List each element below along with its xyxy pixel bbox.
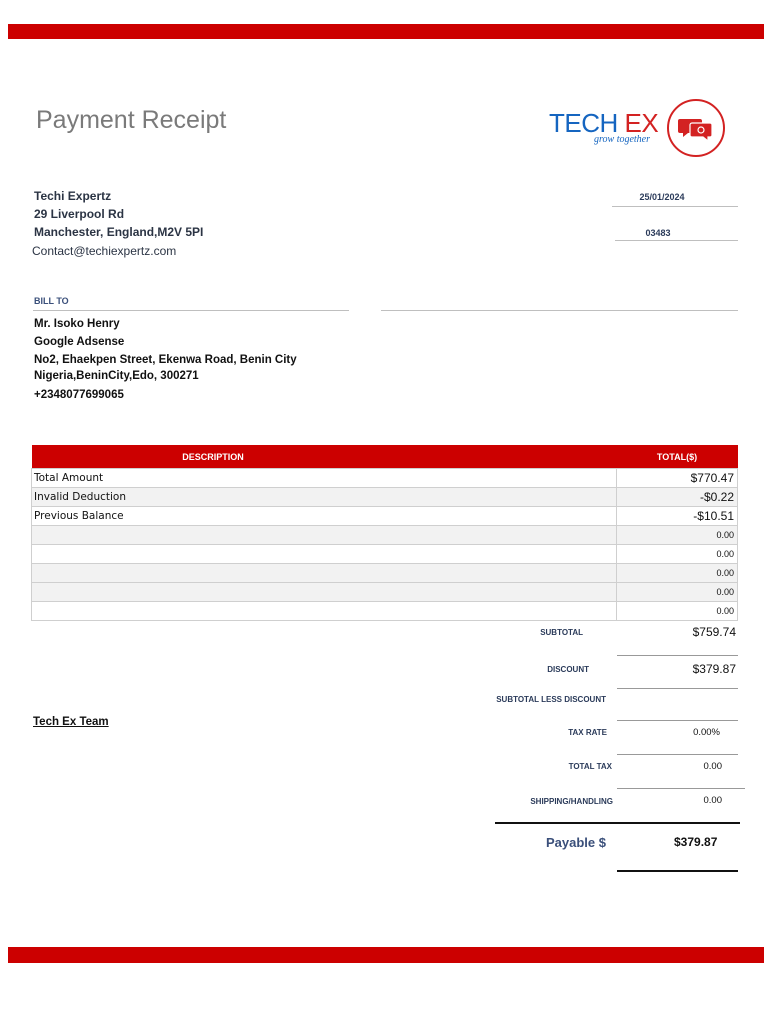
- row-amount: -$10.51: [617, 507, 738, 526]
- chat-bubbles-icon: [667, 99, 725, 157]
- table-row: [32, 488, 738, 507]
- row-description: [32, 545, 617, 564]
- subtotal-underline: [617, 655, 738, 656]
- row-amount: 0.00: [617, 602, 738, 621]
- total-tax-underline: [617, 788, 745, 789]
- subtotal-label: SUBTOTAL: [540, 628, 583, 637]
- payable-bottom-rule: [617, 870, 738, 872]
- header-description: DESCRIPTION: [32, 445, 395, 469]
- discount-value: $379.87: [692, 662, 736, 676]
- row-amount: 0.00: [617, 526, 738, 545]
- sender-contact: Contact@techiexpertz.com: [32, 244, 177, 258]
- subtotal-value: $759.74: [692, 625, 736, 639]
- sender-address-line2: Manchester, England,M2V 5PI: [34, 225, 204, 239]
- discount-underline: [617, 688, 738, 689]
- tax-rate-underline: [617, 754, 738, 755]
- payable-label: Payable $: [546, 835, 606, 850]
- date-underline: [612, 206, 738, 207]
- payable-top-rule: [495, 822, 740, 824]
- sender-address-line1: 29 Liverpool Rd: [34, 207, 125, 221]
- row-description: [32, 526, 617, 545]
- row-description: Invalid Deduction: [32, 488, 617, 507]
- team-name: Tech Ex Team: [33, 716, 109, 728]
- header-spacer: [395, 445, 617, 469]
- items-table: [31, 445, 738, 621]
- total-tax-label: TOTAL TAX: [568, 762, 612, 771]
- bottom-accent-bar: [8, 947, 764, 963]
- row-description: Previous Balance: [32, 507, 617, 526]
- row-amount: -$0.22: [617, 488, 738, 507]
- less-discount-underline: [617, 720, 738, 721]
- total-tax-value: 0.00: [703, 761, 722, 772]
- bill-to-divider: [33, 310, 349, 311]
- bill-to-name: Mr. Isoko Henry: [34, 318, 120, 330]
- row-amount: 0.00: [617, 564, 738, 583]
- shipping-label: SHIPPING/HANDLING: [530, 797, 613, 806]
- bill-to-company: Google Adsense: [34, 336, 125, 348]
- table-row: [32, 602, 738, 621]
- number-underline: [615, 240, 738, 241]
- top-accent-bar: [8, 24, 764, 39]
- row-amount: 0.00: [617, 545, 738, 564]
- table-row: [32, 507, 738, 526]
- row-amount: 0.00: [617, 583, 738, 602]
- sender-name: Techi Expertz: [34, 189, 112, 203]
- bill-to-street: No2, Ehaekpen Street, Ekenwa Road, Benin City: [34, 354, 297, 366]
- discount-label: DISCOUNT: [547, 665, 589, 674]
- payable-value: $379.87: [674, 835, 718, 849]
- logo-text-ex: EX: [624, 108, 659, 138]
- ship-to-divider: [381, 310, 738, 311]
- bill-to-region: Nigeria,BeninCity,Edo, 300271: [34, 370, 199, 382]
- shipping-value: 0.00: [703, 795, 722, 806]
- receipt-date: 25/01/2024: [639, 192, 685, 202]
- table-header-row: [32, 445, 738, 469]
- header-total: TOTAL($): [617, 445, 738, 469]
- table-row: [32, 583, 738, 602]
- bill-to-label: BILL TO: [34, 296, 69, 306]
- row-description: [32, 564, 617, 583]
- row-amount: $770.47: [617, 469, 738, 488]
- table-row: [32, 564, 738, 583]
- table-row: [32, 469, 738, 488]
- row-description: Total Amount: [32, 469, 617, 488]
- bill-to-phone: +2348077699065: [34, 389, 124, 401]
- logo-tagline: grow together: [594, 134, 651, 145]
- tax-rate-label: TAX RATE: [568, 728, 607, 737]
- row-description: [32, 602, 617, 621]
- table-row: [32, 545, 738, 564]
- subtotal-less-discount-label: SUBTOTAL LESS DISCOUNT: [496, 695, 606, 704]
- row-description: [32, 583, 617, 602]
- table-row: [32, 526, 738, 545]
- logo-text-tech: TECH: [549, 108, 618, 138]
- page-title: Payment Receipt: [36, 106, 227, 134]
- tax-rate-value: 0.00%: [693, 727, 720, 738]
- receipt-number: 03483: [645, 228, 671, 238]
